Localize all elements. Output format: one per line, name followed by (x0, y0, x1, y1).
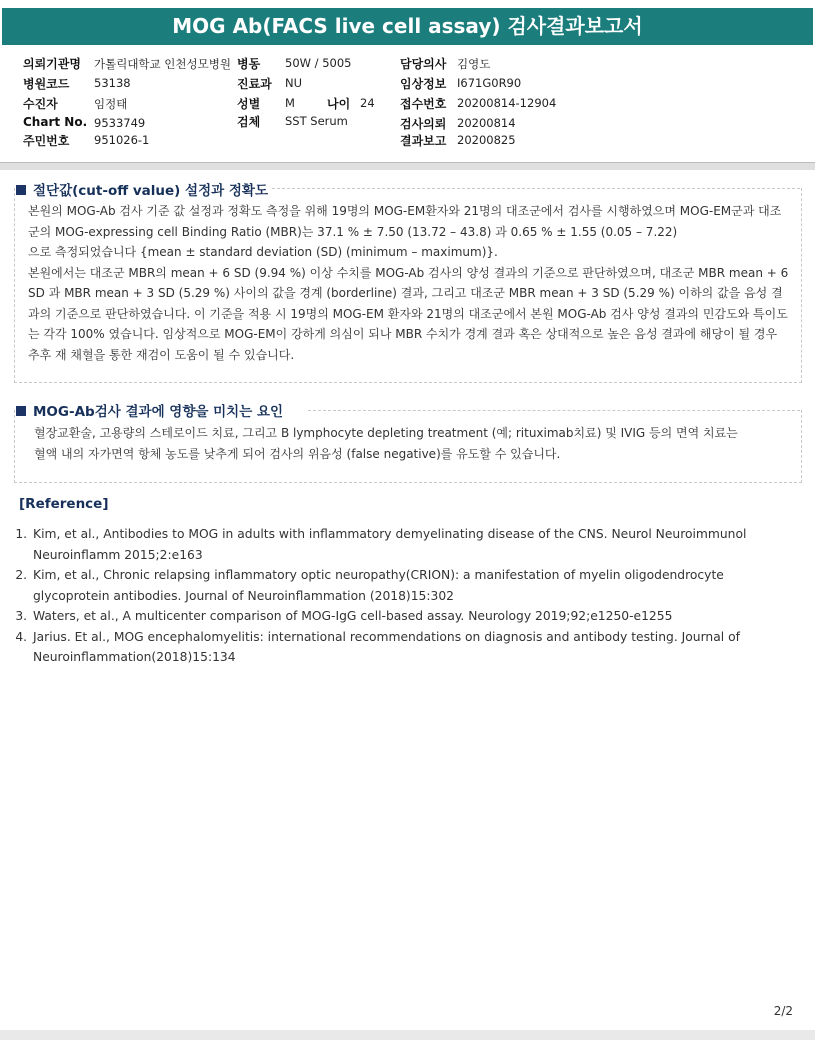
request-date-label: 검사의뢰 (400, 117, 447, 131)
bottom-bar (0, 1030, 815, 1040)
request-date-value: 20200814 (457, 116, 516, 130)
reference-item: 2. Kim, et al., Chronic relapsing inflammatory optic neuropathy(CRION): a manifestation of myelin oligodendrocyte glycoprotein antibodies. Journal of Neuroinflammation (2018)15:302 (31, 565, 791, 606)
hospital-code-value: 53138 (94, 76, 131, 90)
header-divider (0, 162, 815, 170)
specimen-label: 검체 (237, 115, 261, 129)
dept-label: 진료과 (237, 77, 272, 91)
ward-label: 병동 (237, 57, 261, 71)
age-value: 24 (360, 96, 375, 110)
sex-label: 성별 (237, 97, 261, 111)
section-factors-paragraph: 혈액 내의 자가면역 항체 농도를 낮추게 되어 검사의 위음성 (false negative)를 유도할 수 있습니다. (34, 446, 561, 461)
reference-list (14, 524, 791, 668)
page-number: 2/2 (773, 1004, 793, 1018)
recipient-label: 수진자 (23, 97, 58, 111)
section-factors-box (14, 410, 802, 483)
dept-value: NU (285, 76, 303, 90)
report-date-value: 20200825 (457, 133, 516, 147)
rrn-value: 951026-1 (94, 133, 150, 147)
chart-no-label: Chart No. (23, 115, 88, 129)
clinical-info-value: I671G0R90 (457, 76, 522, 90)
section-cutoff-title: 절단값(cut-off value) 설정과 정확도 (33, 183, 268, 199)
reference-heading: [Reference] (19, 496, 109, 512)
hospital-code-label: 병원코드 (23, 77, 70, 91)
reference-item: 1. Kim, et al., Antibodies to MOG in adults with inflammatory demyelinating disease of the CNS. Neurol Neuroimmunol Neuroinflamm 2015;2:e163 (31, 524, 791, 565)
receipt-no-label: 접수번호 (400, 97, 447, 111)
institution-value: 가톨릭대학교 인천성모병원 (94, 57, 231, 71)
doctor-label: 담당의사 (400, 57, 447, 71)
section-cutoff-paragraph: 본원의 MOG-Ab 검사 기준 값 설정과 정확도 측정을 위해 19명의 MOG-EM환자와 21명의 대조군에서 검사를 시행하였으며 MOG-EM군과 대조군의 MOG-expressing cell Binding Ratio (MBR)는 37.1 % ± 7.50 (13.72 – 43.8) 과 0.65 % ± 1.55 (0.05 – 7.22) (28, 204, 782, 239)
report-date-label: 결과보고 (400, 134, 447, 148)
sex-value: M (285, 96, 295, 110)
report-title: MOG Ab(FACS live cell assay) 검사결과보고서 (2, 8, 813, 45)
reference-item: 3. Waters, et al., A multicenter comparison of MOG-IgG cell-based assay. Neurology 2019;92;e1250-e1255 (31, 606, 791, 627)
ward-value: 50W / 5005 (285, 56, 352, 70)
section-factors-paragraph: 혈장교환술, 고용량의 스테로이드 치료, 그리고 B lymphocyte depleting treatment (예; rituximab치료) 및 IVIG 등의 면역 치료는 (34, 426, 738, 440)
specimen-value: SST Serum (285, 114, 348, 128)
age-label: 나이 (327, 97, 351, 111)
section-factors-title: MOG-Ab검사 결과에 영향을 미치는 요인 (33, 404, 284, 420)
section-cutoff-paragraph: 본원에서는 대조군 MBR의 mean + 6 SD (9.94 %) 이상 수치를 MOG-Ab 검사의 양성 결과의 기준으로 판단하였으며, 대조군 MBR mean + 6 SD 과 MBR mean + 3 SD (5.29 %) 사이의 값을 경계 (borderline) 결과, 그리고 대조군 MBR mean + 3 SD (5.29 %) 이하의 값을 음성 결과의 기준으로 판단하였습니다. 이 기준을 적용 시 19명의 MOG-EM 환자와 21명의 대조군에서 본원 MOG-Ab 검사 양성 결과의 민감도와 특이도는 각각 100% 였습니다. 임상적으로 MOG-EM이 강하게 의심이 되나 MBR 수치가 경계 결과 혹은 상대적으로 높은 음성 결과에 해당이 될 경우 추후 재 채혈을 통한 재검이 도움이 될 수 있습니다. (28, 265, 789, 362)
receipt-no-value: 20200814-12904 (457, 96, 557, 110)
section-cutoff-paragraph: 으로 측정되었습니다 {mean ± standard deviation (SD) (minimum – maximum)}. (28, 245, 498, 259)
chart-no-value: 9533749 (94, 116, 146, 130)
institution-label: 의뢰기관명 (23, 57, 81, 71)
rrn-label: 주민번호 (23, 134, 70, 148)
section-cutoff-box (14, 188, 802, 383)
recipient-value: 임정태 (94, 97, 128, 111)
clinical-info-label: 임상정보 (400, 77, 447, 91)
reference-item: 4. Jarius. Et al., MOG encephalomyelitis: international recommendations on diagnosis and antibody testing. Journal of Neuroinflammation(2018)15:134 (31, 627, 791, 668)
doctor-value: 김영도 (457, 57, 491, 71)
